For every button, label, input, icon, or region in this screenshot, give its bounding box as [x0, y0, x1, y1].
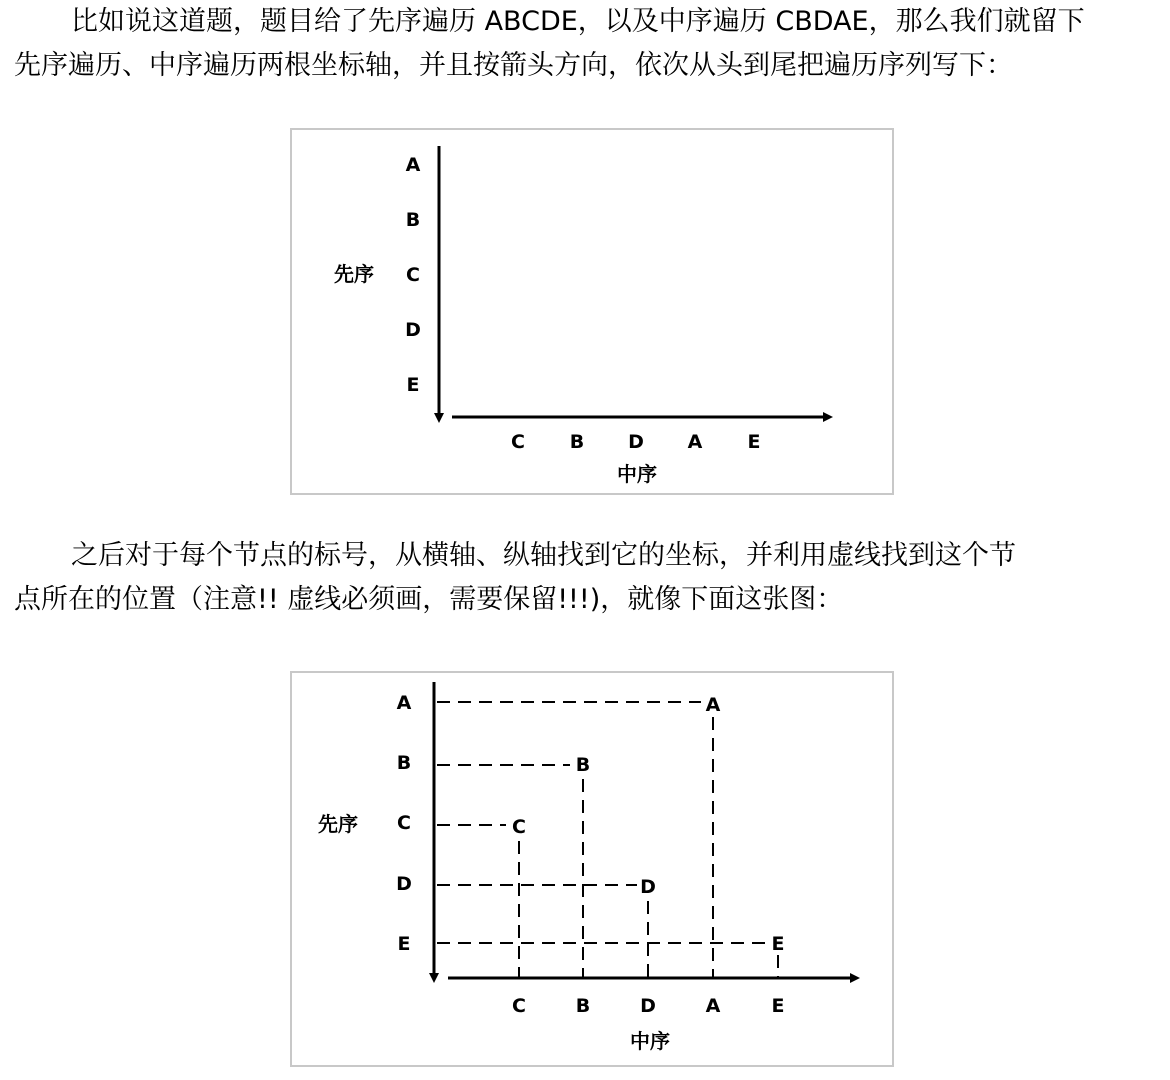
preorder-axis-title: 先序	[334, 262, 374, 286]
inorder-tick-1: C	[511, 431, 525, 453]
figure-dashed-grid	[290, 671, 894, 1067]
inorder-tick-3: D	[640, 995, 656, 1017]
figure-empty-axes-svg	[292, 130, 892, 493]
preorder-tick-5: E	[397, 933, 411, 955]
paragraph-intro-line-2: 先序遍历、中序遍历两根坐标轴，并且按箭头方向，依次从头到尾把遍历序列写下：	[14, 50, 1013, 81]
node-label-c: C	[512, 816, 526, 838]
inorder-axis-title: 中序	[617, 462, 657, 486]
preorder-tick-1: A	[405, 154, 421, 176]
preorder-tick-3: C	[406, 264, 420, 286]
paragraph-intro-line-1: 比如说这道题，题目给了先序遍历 ABCDE，以及中序遍历 CBDAE，那么我们就留下	[71, 6, 1085, 37]
figure-dashed-grid-svg	[292, 673, 892, 1065]
node-label-b: B	[575, 754, 591, 776]
preorder-tick-5: E	[406, 374, 420, 396]
inorder-tick-2: B	[575, 995, 591, 1017]
inorder-tick-4: A	[687, 431, 703, 453]
inorder-tick-4: A	[705, 995, 721, 1017]
preorder-tick-2: B	[405, 209, 421, 231]
preorder-tick-4: D	[405, 319, 421, 341]
inorder-tick-3: D	[628, 431, 644, 453]
preorder-tick-4: D	[396, 873, 412, 895]
node-label-e: E	[771, 933, 785, 955]
inorder-tick-5: E	[747, 431, 761, 453]
inorder-axis-title: 中序	[630, 1029, 670, 1053]
preorder-tick-2: B	[396, 752, 412, 774]
inorder-tick-5: E	[771, 995, 785, 1017]
inorder-tick-2: B	[569, 431, 585, 453]
node-label-d: D	[640, 876, 656, 898]
paragraph-intro	[14, 0, 1164, 88]
paragraph-instruction	[14, 534, 1164, 622]
inorder-tick-1: C	[512, 995, 526, 1017]
preorder-tick-3: C	[397, 812, 411, 834]
preorder-tick-1: A	[396, 692, 412, 714]
figure-empty-axes	[290, 128, 894, 495]
paragraph-instruction-line-2: 点所在的位置（注意!! 虚线必须画，需要保留!!!)，就像下面这张图：	[14, 584, 844, 615]
paragraph-instruction-line-1: 之后对于每个节点的标号，从横轴、纵轴找到它的坐标，并利用虚线找到这个节	[71, 540, 1016, 571]
node-label-a: A	[705, 694, 721, 716]
preorder-axis-title: 先序	[318, 812, 358, 836]
